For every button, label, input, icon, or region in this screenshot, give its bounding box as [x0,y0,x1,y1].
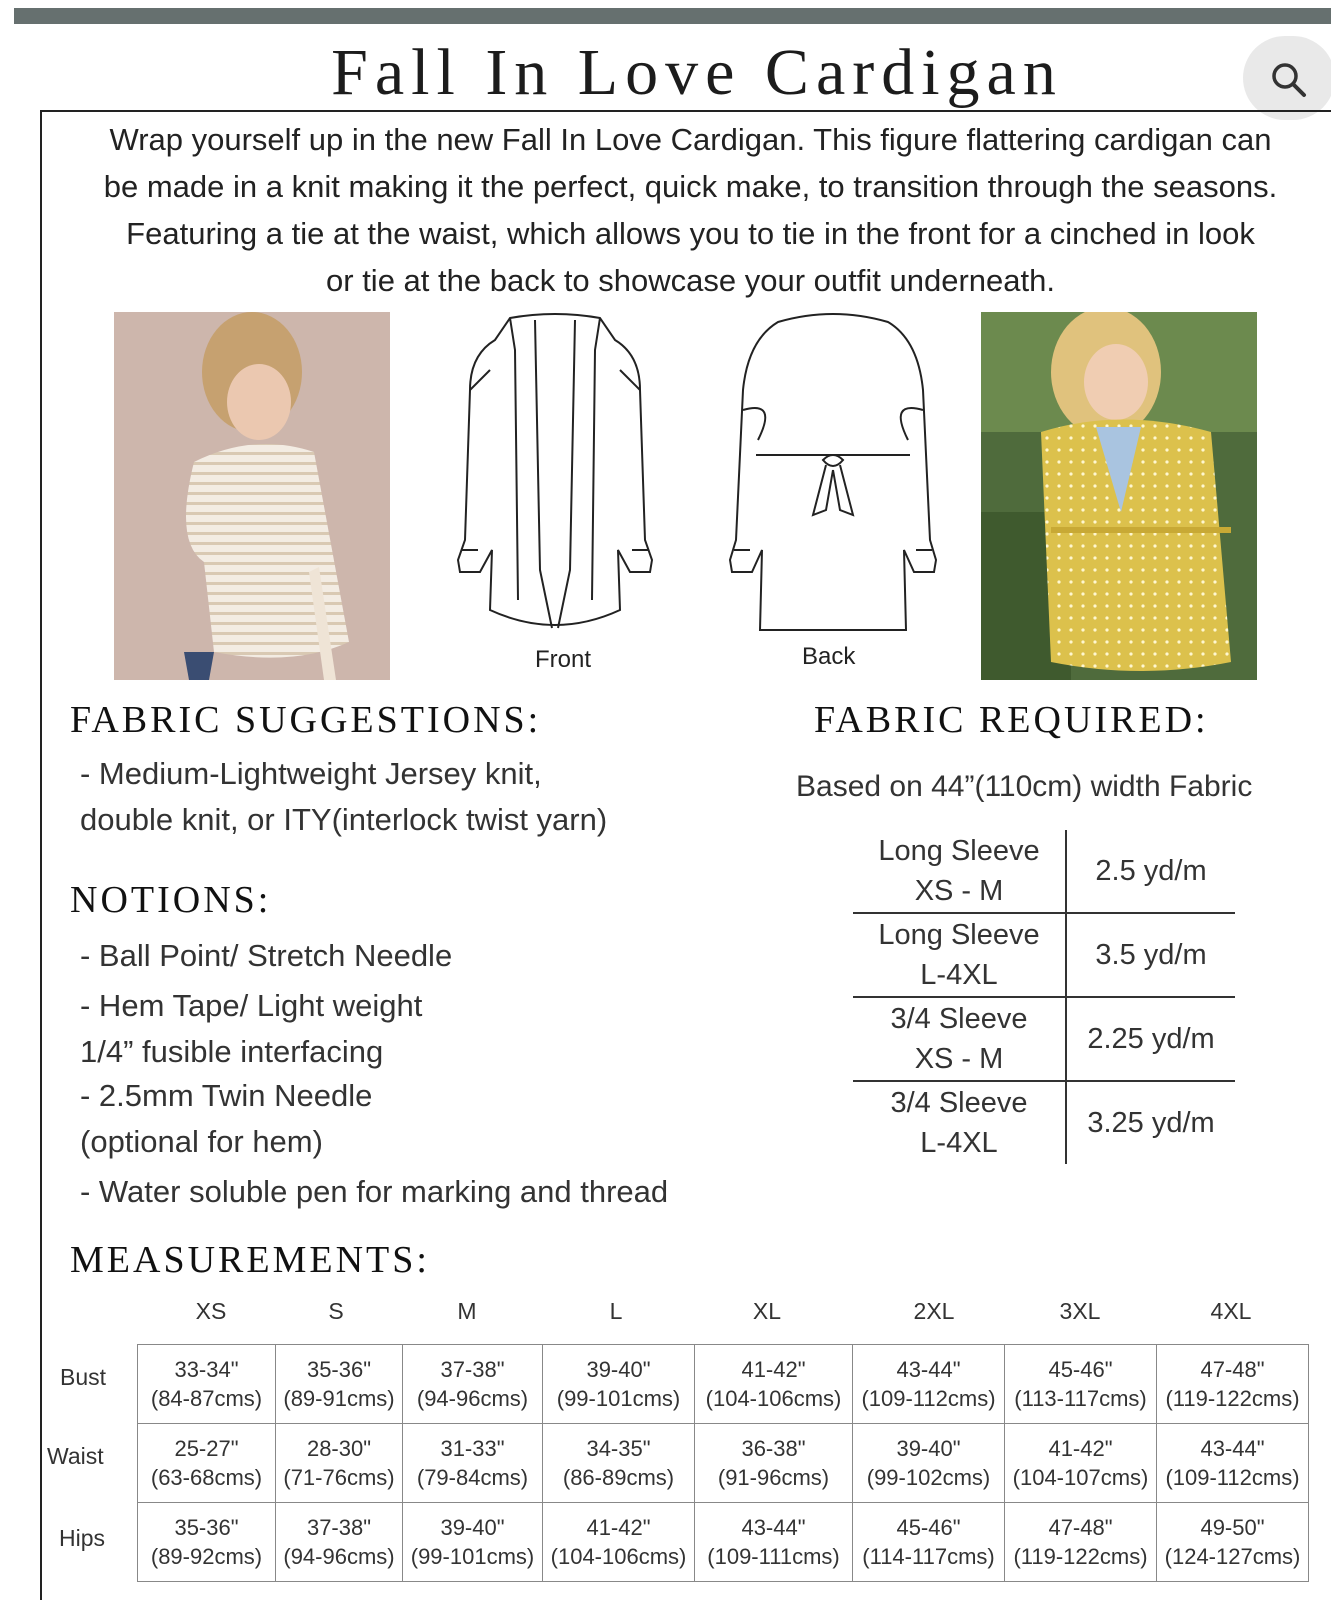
measurement-cell: 41-42" (104-106cms) [695,1345,853,1424]
back-sketch [718,310,948,656]
fabric-width-note: Based on 44”(110cm) width Fabric [796,770,1253,803]
yardage-cell: 3.5 yd/m [1066,913,1235,997]
row-label-hips: Hips [59,1525,106,1551]
content-frame-left [40,110,42,1600]
search-button[interactable] [1243,36,1331,120]
measurement-cell: 25-27" (63-68cms) [138,1424,276,1503]
table-row [853,830,1235,913]
measurement-cell: 45-46" (113-117cms) [1005,1345,1157,1424]
front-caption: Front [535,646,592,673]
yardage-cell: 2.5 yd/m [1066,830,1235,913]
intro-line: Featuring a tie at the waist, which allows you to tie in the front for a cinched in look [126,216,1255,251]
measurement-cell: 28-30" (71-76cms) [276,1424,403,1503]
sleeve-cell: 3/4 Sleeve XS - M [853,997,1066,1081]
row-label-waist: Waist [47,1443,104,1469]
notion-line: - Water soluble pen for marking and thread [80,1174,669,1209]
size-header: 3XL [1059,1298,1101,1324]
intro-line: or tie at the back to showcase your outfit underneath. [326,263,1055,298]
fabric-suggestions-heading: FABRIC SUGGESTIONS: [70,699,542,741]
measurement-cell: 47-48" (119-122cms) [1005,1503,1157,1582]
size-header: XS [195,1298,227,1324]
fabric-suggestion-line: double knit, or ITY(interlock twist yarn) [80,802,608,837]
yardage-cell: 2.25 yd/m [1066,997,1235,1081]
measurements-heading: MEASUREMENTS: [70,1239,430,1281]
measurement-cell: 43-44" (109-112cms) [853,1345,1005,1424]
measurement-cell: 39-40" (99-101cms) [543,1345,695,1424]
table-row [853,913,1235,997]
notion-line: (optional for hem) [80,1124,323,1159]
size-header: XL [752,1298,782,1324]
table-row [853,997,1235,1081]
intro-paragraph [50,116,1331,304]
notion-line: - 2.5mm Twin Needle [80,1078,373,1113]
notion-line: - Hem Tape/ Light weight [80,988,423,1023]
size-header: S [328,1298,344,1324]
row-label-bust: Bust [60,1364,107,1390]
measurement-cell: 43-44" (109-111cms) [695,1503,853,1582]
table-row [853,1081,1235,1164]
intro-line: be made in a knit making it the perfect, quick make, to transition through the seasons. [103,169,1278,204]
measurement-cell: 43-44" (109-112cms) [1157,1424,1309,1503]
back-caption: Back [802,643,856,670]
model-photo-striped [114,312,390,680]
top-bar [14,8,1331,24]
sleeve-cell: Long Sleeve XS - M [853,830,1066,913]
measurement-cell: 39-40" (99-102cms) [853,1424,1005,1503]
measurement-cell: 37-38" (94-96cms) [276,1503,403,1582]
size-header: M [457,1298,477,1324]
intro-line: Wrap yourself up in the new Fall In Love Cardigan. This figure flattering cardigan can [109,122,1272,157]
measurement-cell: 41-42" (104-106cms) [543,1503,695,1582]
measurement-cell: 35-36" (89-92cms) [138,1503,276,1582]
measurement-cell: 35-36" (89-91cms) [276,1345,403,1424]
table-row-hips [138,1503,1309,1582]
sleeve-cell: 3/4 Sleeve L-4XL [853,1081,1066,1164]
model-photo-yellow [981,312,1257,680]
measurement-cell: 36-38" (91-96cms) [695,1424,853,1503]
measurement-cell: 39-40" (99-101cms) [403,1503,543,1582]
fabric-required-heading: FABRIC REQUIRED: [814,699,1209,741]
table-row-waist [138,1424,1309,1503]
measurement-cell: 49-50" (124-127cms) [1157,1503,1309,1582]
content-frame-top [40,110,1331,112]
measurement-cell: 33-34" (84-87cms) [138,1345,276,1424]
measurement-cell: 45-46" (114-117cms) [853,1503,1005,1582]
table-row-bust [138,1345,1309,1424]
fabric-required-table [853,830,1235,1164]
size-header: L [609,1298,623,1324]
fabric-suggestion-line: - Medium-Lightweight Jersey knit, [80,756,542,791]
yardage-cell: 3.25 yd/m [1087,1107,1215,1139]
notions-heading: NOTIONS: [70,879,272,921]
notion-line: 1/4” fusible interfacing [80,1034,384,1069]
measurement-cell: 31-33" (79-84cms) [403,1424,543,1503]
measurement-cell: 41-42" (104-107cms) [1005,1424,1157,1503]
size-header: 2XL [913,1298,955,1324]
page-title: Fall In Love Cardigan [331,36,1063,109]
measurement-cell: 47-48" (119-122cms) [1157,1345,1309,1424]
sleeve-cell: Long Sleeve L-4XL [853,913,1066,997]
measurement-cell: 37-38" (94-96cms) [403,1345,543,1424]
measurement-cell: 34-35" (86-89cms) [543,1424,695,1503]
front-sketch [440,310,670,656]
size-header: 4XL [1210,1298,1252,1324]
measurements-table [137,1344,1309,1582]
notion-line: - Ball Point/ Stretch Needle [80,938,453,973]
search-icon [1269,60,1309,100]
